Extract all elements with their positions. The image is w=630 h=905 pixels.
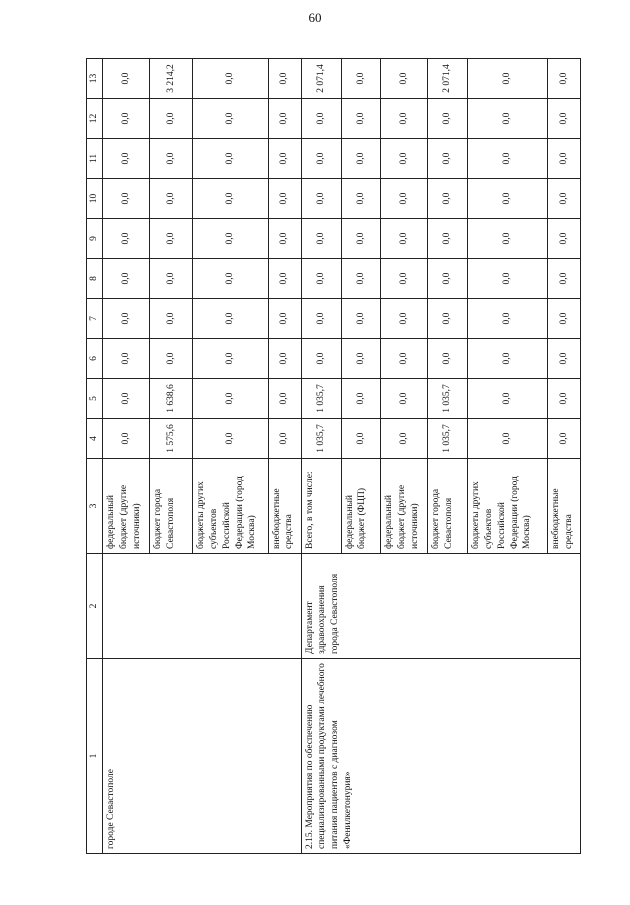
funding-source-cell: федеральный бюджет (другие источники) bbox=[381, 459, 428, 554]
amount-cell: 3 214,2 bbox=[150, 59, 193, 99]
executor-cell: Департамент здравоохранения города Севастополя bbox=[301, 554, 580, 659]
amount-cell: 0,0 bbox=[301, 299, 341, 339]
budget-table bbox=[86, 58, 581, 854]
amount-cell: 0,0 bbox=[301, 259, 341, 299]
amount-cell: 0,0 bbox=[193, 339, 268, 379]
amount-cell: 0,0 bbox=[103, 339, 150, 379]
amount-cell: 0,0 bbox=[193, 59, 268, 99]
funding-source-cell: федеральный бюджет (другие источники) bbox=[103, 459, 150, 554]
amount-cell: 0,0 bbox=[268, 59, 301, 99]
column-number-1: 1 bbox=[87, 659, 103, 854]
table-body bbox=[87, 59, 581, 854]
amount-cell: 0,0 bbox=[428, 339, 468, 379]
amount-cell: 0,0 bbox=[547, 379, 580, 419]
column-number-3: 3 bbox=[87, 459, 103, 554]
amount-cell: 0,0 bbox=[193, 179, 268, 219]
amount-cell: 1 035,7 bbox=[301, 419, 341, 459]
amount-cell: 0,0 bbox=[193, 219, 268, 259]
column-number-11: 11 bbox=[87, 139, 103, 179]
amount-cell: 0,0 bbox=[193, 299, 268, 339]
amount-cell: 0,0 bbox=[428, 179, 468, 219]
amount-cell: 0,0 bbox=[468, 219, 548, 259]
amount-cell: 0,0 bbox=[268, 379, 301, 419]
amount-cell: 0,0 bbox=[268, 339, 301, 379]
amount-cell: 0,0 bbox=[341, 379, 381, 419]
amount-cell: 0,0 bbox=[301, 219, 341, 259]
amount-cell: 0,0 bbox=[381, 179, 428, 219]
funding-source-cell: федеральный бюджет (ФЦП) bbox=[341, 459, 381, 554]
amount-cell: 0,0 bbox=[547, 219, 580, 259]
amount-cell: 0,0 bbox=[341, 219, 381, 259]
amount-cell: 0,0 bbox=[268, 99, 301, 139]
amount-cell: 0,0 bbox=[468, 99, 548, 139]
amount-cell: 0,0 bbox=[468, 139, 548, 179]
amount-cell: 0,0 bbox=[468, 419, 548, 459]
amount-cell: 0,0 bbox=[193, 419, 268, 459]
amount-cell: 0,0 bbox=[301, 339, 341, 379]
column-number-5: 5 bbox=[87, 379, 103, 419]
amount-cell: 0,0 bbox=[468, 299, 548, 339]
amount-cell: 0,0 bbox=[381, 379, 428, 419]
amount-cell: 0,0 bbox=[301, 139, 341, 179]
amount-cell: 0,0 bbox=[103, 179, 150, 219]
amount-cell: 0,0 bbox=[150, 259, 193, 299]
amount-cell: 0,0 bbox=[341, 179, 381, 219]
amount-cell: 0,0 bbox=[193, 379, 268, 419]
column-number-6: 6 bbox=[87, 339, 103, 379]
amount-cell: 0,0 bbox=[547, 59, 580, 99]
amount-cell: 1 035,7 bbox=[428, 379, 468, 419]
amount-cell: 0,0 bbox=[341, 419, 381, 459]
amount-cell: 0,0 bbox=[103, 59, 150, 99]
table-row bbox=[301, 59, 341, 854]
amount-cell: 2 071,4 bbox=[301, 59, 341, 99]
amount-cell: 0,0 bbox=[103, 139, 150, 179]
amount-cell: 0,0 bbox=[150, 99, 193, 139]
header-row bbox=[87, 59, 103, 854]
amount-cell: 0,0 bbox=[103, 379, 150, 419]
amount-cell: 0,0 bbox=[150, 299, 193, 339]
funding-source-cell: бюджет города Севастополя bbox=[150, 459, 193, 554]
amount-cell: 0,0 bbox=[381, 339, 428, 379]
table-row bbox=[103, 59, 150, 854]
amount-cell: 0,0 bbox=[381, 419, 428, 459]
amount-cell: 0,0 bbox=[381, 259, 428, 299]
column-number-9: 9 bbox=[87, 219, 103, 259]
executor-cell bbox=[103, 554, 301, 659]
amount-cell: 1 638,6 bbox=[150, 379, 193, 419]
amount-cell: 0,0 bbox=[193, 259, 268, 299]
funding-source-cell: бюджет города Севастополя bbox=[428, 459, 468, 554]
amount-cell: 0,0 bbox=[103, 99, 150, 139]
amount-cell: 0,0 bbox=[341, 99, 381, 139]
amount-cell: 0,0 bbox=[301, 99, 341, 139]
amount-cell: 0,0 bbox=[547, 299, 580, 339]
column-number-13: 13 bbox=[87, 59, 103, 99]
amount-cell: 1 575,6 bbox=[150, 419, 193, 459]
amount-cell: 0,0 bbox=[150, 179, 193, 219]
column-number-7: 7 bbox=[87, 299, 103, 339]
funding-source-cell: внебюджетные средства bbox=[268, 459, 301, 554]
rotated-page-area bbox=[86, 59, 581, 854]
column-number-8: 8 bbox=[87, 259, 103, 299]
amount-cell: 0,0 bbox=[268, 299, 301, 339]
amount-cell: 0,0 bbox=[468, 339, 548, 379]
column-number-2: 2 bbox=[87, 554, 103, 659]
amount-cell: 0,0 bbox=[381, 99, 428, 139]
amount-cell: 0,0 bbox=[547, 99, 580, 139]
amount-cell: 0,0 bbox=[341, 259, 381, 299]
amount-cell: 0,0 bbox=[103, 299, 150, 339]
funding-source-cell: Всего, в том числе: bbox=[301, 459, 341, 554]
amount-cell: 1 035,7 bbox=[428, 419, 468, 459]
amount-cell: 0,0 bbox=[301, 179, 341, 219]
amount-cell: 0,0 bbox=[341, 299, 381, 339]
amount-cell: 0,0 bbox=[381, 59, 428, 99]
amount-cell: 0,0 bbox=[150, 339, 193, 379]
amount-cell: 0,0 bbox=[381, 139, 428, 179]
amount-cell: 0,0 bbox=[468, 59, 548, 99]
amount-cell: 0,0 bbox=[547, 419, 580, 459]
amount-cell: 0,0 bbox=[193, 139, 268, 179]
funding-source-cell: бюджеты других субъектов Российской Федерации (город Москва) bbox=[468, 459, 548, 554]
amount-cell: 0,0 bbox=[547, 339, 580, 379]
amount-cell: 0,0 bbox=[428, 219, 468, 259]
amount-cell: 0,0 bbox=[150, 139, 193, 179]
amount-cell: 0,0 bbox=[268, 219, 301, 259]
amount-cell: 0,0 bbox=[268, 179, 301, 219]
amount-cell: 0,0 bbox=[428, 259, 468, 299]
measure-name-cell: 2.15. Мероприятия по обеспечению специализированными продуктами лечебного питания пациентов с диагнозом «Фенилкетонурия» bbox=[301, 659, 580, 854]
amount-cell: 2 071,4 bbox=[428, 59, 468, 99]
funding-source-cell: внебюджетные средства bbox=[547, 459, 580, 554]
amount-cell: 0,0 bbox=[428, 299, 468, 339]
amount-cell: 1 035,7 bbox=[301, 379, 341, 419]
amount-cell: 0,0 bbox=[547, 259, 580, 299]
amount-cell: 0,0 bbox=[468, 259, 548, 299]
amount-cell: 0,0 bbox=[428, 99, 468, 139]
amount-cell: 0,0 bbox=[103, 419, 150, 459]
column-number-12: 12 bbox=[87, 99, 103, 139]
amount-cell: 0,0 bbox=[103, 259, 150, 299]
amount-cell: 0,0 bbox=[468, 379, 548, 419]
amount-cell: 0,0 bbox=[341, 59, 381, 99]
amount-cell: 0,0 bbox=[193, 99, 268, 139]
amount-cell: 0,0 bbox=[547, 179, 580, 219]
amount-cell: 0,0 bbox=[341, 339, 381, 379]
column-number-4: 4 bbox=[87, 419, 103, 459]
amount-cell: 0,0 bbox=[547, 139, 580, 179]
amount-cell: 0,0 bbox=[103, 219, 150, 259]
amount-cell: 0,0 bbox=[268, 259, 301, 299]
rotated-table-container bbox=[86, 59, 581, 854]
amount-cell: 0,0 bbox=[268, 419, 301, 459]
amount-cell: 0,0 bbox=[381, 299, 428, 339]
amount-cell: 0,0 bbox=[468, 179, 548, 219]
measure-name-cell: городе Севастополе bbox=[103, 659, 301, 854]
column-number-10: 10 bbox=[87, 179, 103, 219]
amount-cell: 0,0 bbox=[150, 219, 193, 259]
amount-cell: 0,0 bbox=[428, 139, 468, 179]
amount-cell: 0,0 bbox=[341, 139, 381, 179]
funding-source-cell: бюджеты других субъектов Российской Федерации (город Москва) bbox=[193, 459, 268, 554]
amount-cell: 0,0 bbox=[268, 139, 301, 179]
page-number: 60 bbox=[308, 10, 322, 25]
amount-cell: 0,0 bbox=[381, 219, 428, 259]
